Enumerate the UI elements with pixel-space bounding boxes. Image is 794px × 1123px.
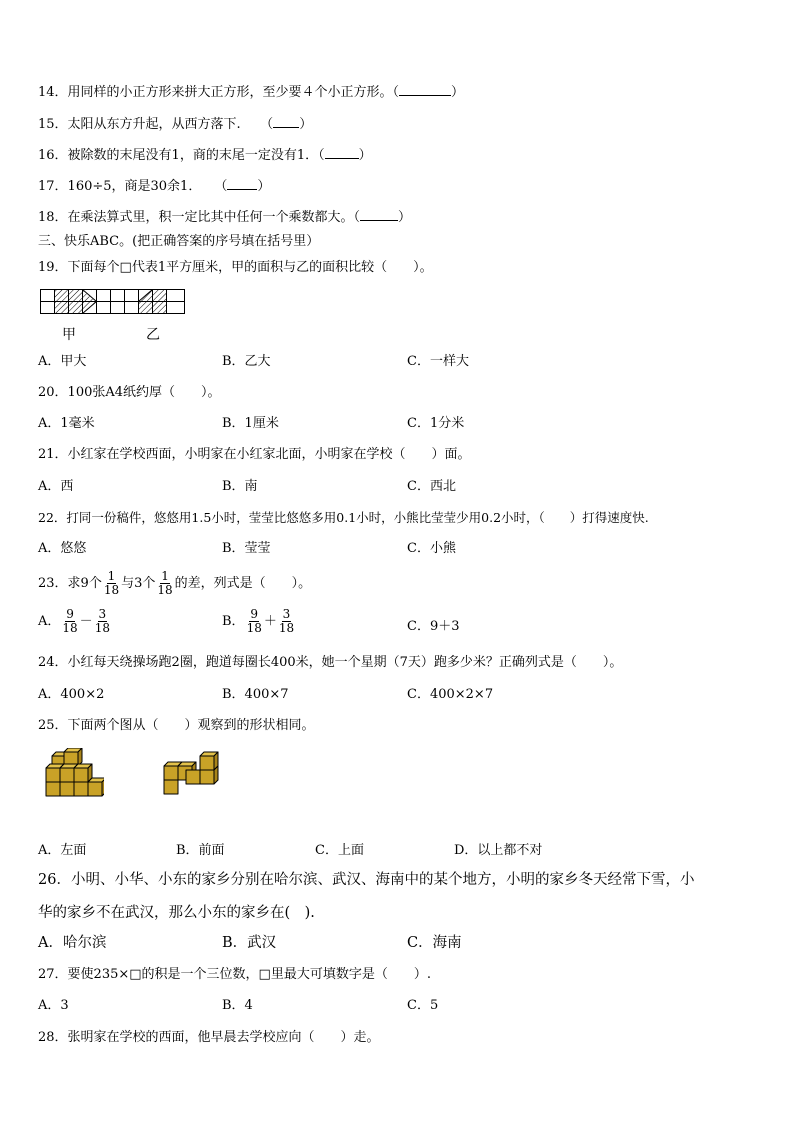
q25-option-c[interactable]: C．上面 — [315, 843, 364, 858]
cube — [60, 782, 74, 796]
question-19: 19．下面每个□代表1平方厘米，甲的面积与乙的面积比较（ ）。 — [38, 260, 433, 275]
frac-numerator: 3 — [282, 607, 291, 621]
q19-option-a[interactable]: A．甲大 — [38, 354, 87, 369]
question-17 — [38, 177, 270, 195]
q23-option-c[interactable]: C．9＋3 — [407, 619, 460, 634]
area-grid-figure — [40, 289, 186, 315]
frac-numerator: 3 — [98, 607, 107, 621]
frac-denominator: 18 — [94, 621, 110, 635]
q16-text: 16．被除数的末尾没有1，商的末尾一定没有1．（ — [38, 148, 325, 163]
cube — [46, 782, 60, 796]
fraction — [61, 608, 78, 635]
cube — [88, 778, 104, 796]
q14-answer-blank[interactable] — [399, 83, 451, 96]
cube — [64, 748, 82, 766]
q26-option-b[interactable]: B．武汉 — [222, 935, 277, 951]
q21-option-a[interactable]: A．西 — [38, 479, 74, 494]
q25-option-d[interactable]: D．以上都不对 — [454, 843, 543, 858]
frac-numerator: 1 — [161, 569, 169, 583]
frac-denominator: 18 — [103, 583, 120, 597]
cube — [74, 764, 92, 782]
frac-numerator: 9 — [66, 607, 74, 621]
question-16 — [38, 146, 372, 164]
cube — [164, 780, 178, 794]
section-3-heading: 三、快乐ABC。(把正确答案的序号填在括号里） — [38, 234, 320, 249]
q23-option-a[interactable] — [38, 606, 112, 640]
q23-pre: 23．求9个 — [38, 576, 102, 591]
fraction-one-eighteenth — [103, 570, 120, 597]
operator: － — [79, 614, 93, 629]
question-21: 21．小红家在学校西面，小明家在小红家北面，小明家在学校（ ）面。 — [38, 447, 471, 462]
question-15 — [38, 115, 312, 133]
question-24: 24．小红每天绕操场跑2圈，跑道每圈长400米，她一个星期（7天）跑多少米？正确列式是（ ）。 — [38, 655, 623, 670]
cube — [186, 770, 200, 784]
question-23 — [38, 568, 311, 602]
question-28: 28．张明家在学校的西面，他早晨去学校应向（ ）走。 — [38, 1030, 380, 1045]
frac-denominator: 18 — [246, 621, 262, 635]
q25-option-a[interactable]: A．左面 — [38, 843, 87, 858]
q23-mid: 与3个 — [121, 576, 156, 591]
question-25: 25．下面两个图从（ ）观察到的形状相同。 — [38, 718, 315, 733]
q15-text: 15．太阳从东方升起，从西方落下. （ — [38, 117, 274, 132]
fraction — [278, 608, 295, 635]
operator: ＋ — [263, 614, 277, 629]
question-26-line-2: 华的家乡不在武汉，那么小东的家乡在( ). — [38, 905, 315, 921]
frac-numerator: 9 — [250, 607, 259, 621]
cube-figure-2 — [160, 748, 228, 798]
q26-option-c[interactable]: C．海南 — [407, 935, 462, 951]
q24-option-b[interactable]: B．400×7 — [222, 687, 289, 702]
q22-option-c[interactable]: C．小熊 — [407, 541, 456, 556]
option-label: A． — [38, 614, 61, 629]
q15-close: ） — [299, 117, 313, 132]
q20-option-b[interactable]: B．1厘米 — [222, 416, 279, 431]
q24-option-c[interactable]: C．400×2×7 — [407, 687, 494, 702]
q27-option-c[interactable]: C．5 — [407, 998, 439, 1013]
q26-option-a[interactable]: A．哈尔滨 — [38, 935, 107, 951]
q19-option-b[interactable]: B．乙大 — [222, 354, 271, 369]
q15-answer-blank[interactable] — [273, 115, 299, 128]
q25-option-b[interactable]: B．前面 — [176, 843, 225, 858]
fraction — [246, 608, 263, 635]
q24-option-a[interactable]: A．400×2 — [38, 687, 105, 702]
q18-text: 18．在乘法算式里，积一定比其中任何一个乘数都大。（ — [38, 210, 361, 225]
q17-answer-blank[interactable] — [227, 177, 257, 190]
cube — [74, 782, 88, 796]
q23-post: 的差，列式是（ ）。 — [174, 576, 312, 591]
q27-option-b[interactable]: B．4 — [222, 998, 253, 1013]
q17-text: 17．160÷5，商是30余1． （ — [38, 179, 228, 194]
frac-denominator: 18 — [278, 621, 295, 635]
q14-close: ） — [451, 85, 465, 100]
cube-figure-1 — [42, 748, 104, 798]
question-18 — [38, 208, 411, 226]
q19-option-c[interactable]: C．一样大 — [407, 354, 469, 369]
q21-option-c[interactable]: C．西北 — [407, 479, 456, 494]
question-22: 22．打同一份稿件，悠悠用1.5小时，莹莹比悠悠多用0.1小时，小熊比莹莹少用0.2小时，（ ）打得速度快. — [38, 510, 649, 525]
q18-close: ） — [398, 210, 412, 225]
frac-numerator: 1 — [107, 569, 116, 583]
question-14 — [38, 83, 464, 101]
cube — [200, 752, 218, 770]
frac-denominator: 18 — [157, 583, 173, 597]
q20-option-c[interactable]: C．1分米 — [407, 416, 465, 431]
q20-option-a[interactable]: A．1毫米 — [38, 416, 95, 431]
label-jia: 甲 — [62, 327, 76, 343]
q22-option-a[interactable]: A．悠悠 — [38, 541, 87, 556]
option-label: B． — [222, 614, 245, 629]
q17-close: ） — [257, 179, 271, 194]
q27-option-a[interactable]: A．3 — [38, 998, 69, 1013]
question-26-line-1: 26．小明、小华、小东的家乡分别在哈尔滨、武汉、海南中的某个地方，小明的家乡冬天经常下雪，小 — [38, 872, 695, 888]
frac-denominator: 18 — [62, 621, 78, 635]
q16-answer-blank[interactable] — [325, 146, 359, 159]
fraction-one-eighteenth — [156, 570, 173, 597]
label-yi: 乙 — [146, 327, 160, 343]
question-20: 20．100张A4纸约厚（ ）。 — [38, 385, 221, 400]
q14-text: 14．用同样的小正方形来拼大正方形，至少要４个小正方形。（ — [38, 85, 400, 100]
fraction — [94, 608, 111, 635]
q16-close: ） — [358, 148, 372, 163]
q18-answer-blank[interactable] — [360, 208, 398, 221]
q22-option-b[interactable]: B．莹莹 — [222, 541, 271, 556]
question-27: 27．要使235×□的积是一个三位数，□里最大可填数字是（ ）. — [38, 967, 431, 982]
q23-option-b[interactable] — [222, 606, 296, 640]
q21-option-b[interactable]: B．南 — [222, 479, 258, 494]
